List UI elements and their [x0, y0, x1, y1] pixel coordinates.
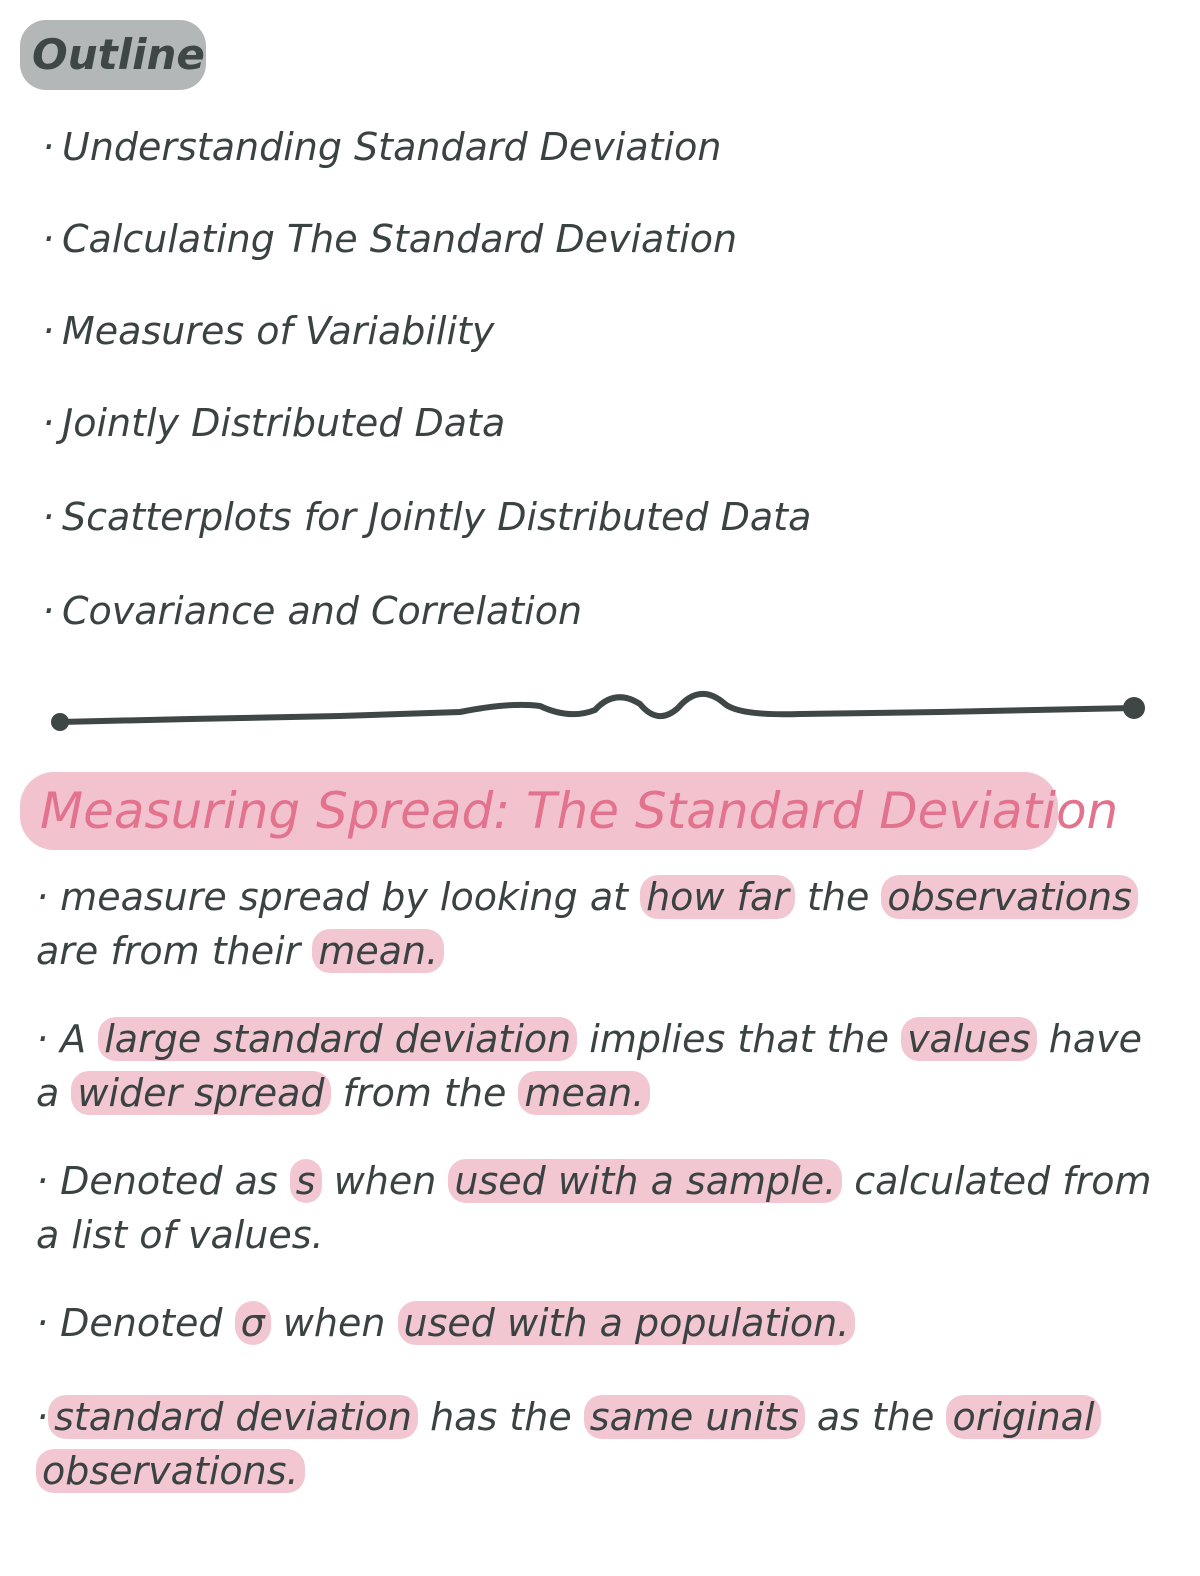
- bullet-icon: ·: [36, 1301, 61, 1345]
- highlight: σ: [235, 1301, 271, 1345]
- bullet-icon: ·: [36, 875, 61, 919]
- bullet-icon: ·: [36, 1395, 49, 1439]
- text: when: [321, 1159, 449, 1203]
- bullet-paragraph: [36, 1390, 1176, 1498]
- highlight: observations: [881, 875, 1138, 919]
- outline-item-label: Scatterplots for Jointly Distributed Data: [62, 495, 812, 539]
- highlight: standard deviation: [48, 1395, 418, 1439]
- outline-item: [42, 306, 494, 356]
- outline-item-label: Measures of Variability: [62, 309, 495, 353]
- bullet-icon: ·: [36, 1159, 61, 1203]
- highlight: s: [290, 1159, 322, 1203]
- highlight: values: [901, 1017, 1037, 1061]
- highlight: large standard deviation: [98, 1017, 577, 1061]
- highlight: original observations.: [36, 1395, 1101, 1493]
- bullet-icon: ·: [36, 1017, 61, 1061]
- text: implies that the: [577, 1017, 902, 1061]
- outline-item: [42, 398, 505, 448]
- outline-item: [42, 122, 721, 172]
- divider-end-dot: [1123, 697, 1145, 719]
- bullet-icon: ·: [42, 125, 55, 169]
- highlight: mean.: [312, 929, 444, 973]
- highlight: used with a sample.: [448, 1159, 842, 1203]
- outline-heading: Outline: [20, 20, 206, 90]
- outline-item: [42, 214, 737, 264]
- bullet-paragraph: [36, 1296, 1176, 1350]
- outline-item-label: Understanding Standard Deviation: [62, 125, 722, 169]
- section-title: Measuring Spread: The Standard Deviation: [20, 772, 1058, 850]
- bullet-icon: ·: [42, 589, 55, 633]
- text: are from their: [36, 929, 313, 973]
- text: the: [794, 875, 882, 919]
- text: as the: [804, 1395, 947, 1439]
- highlight: used with a population.: [398, 1301, 856, 1345]
- text: have a: [36, 1017, 1142, 1115]
- bullet-paragraph: [36, 1154, 1176, 1262]
- outline-item-label: Calculating The Standard Deviation: [62, 217, 738, 261]
- text: measure spread by looking at: [60, 875, 641, 919]
- outline-item-label: Covariance and Correlation: [62, 589, 583, 633]
- bullet-paragraph: [36, 870, 1176, 978]
- text: Denoted: [60, 1301, 235, 1345]
- bullet-paragraph: [36, 1012, 1176, 1120]
- outline-item-label: Jointly Distributed Data: [62, 401, 506, 445]
- text: calculated from a list of values.: [36, 1159, 1152, 1257]
- bullet-icon: ·: [42, 495, 55, 539]
- bullet-icon: ·: [42, 309, 55, 353]
- squiggle-divider: [40, 680, 1160, 740]
- text: from the: [330, 1071, 519, 1115]
- highlight: mean.: [518, 1071, 650, 1115]
- text: when: [270, 1301, 398, 1345]
- highlight: wider spread: [71, 1071, 330, 1115]
- outline-item: [42, 492, 811, 542]
- divider-line: [60, 694, 1134, 722]
- text: A: [60, 1017, 99, 1061]
- highlight: same units: [584, 1395, 805, 1439]
- text: Denoted as: [60, 1159, 290, 1203]
- outline-item: [42, 586, 582, 636]
- bullet-icon: ·: [42, 217, 55, 261]
- bullet-icon: ·: [42, 401, 55, 445]
- highlight: how far: [640, 875, 795, 919]
- text: has the: [418, 1395, 584, 1439]
